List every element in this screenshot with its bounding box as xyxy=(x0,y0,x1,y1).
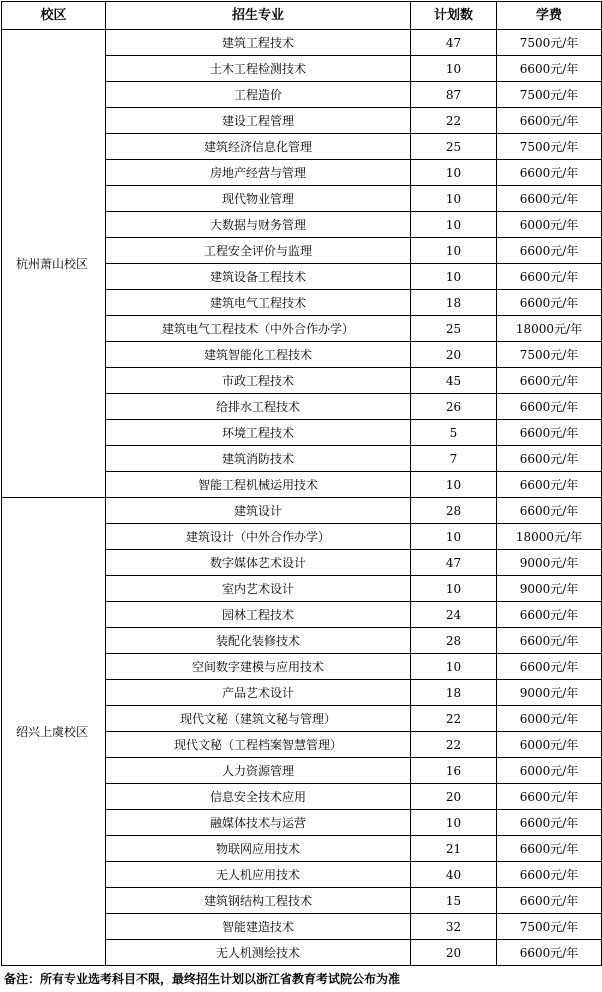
fee-cell: 6600元/年 xyxy=(497,862,602,888)
major-cell: 无人机测绘技术 xyxy=(106,940,411,966)
table-row xyxy=(2,498,602,524)
campus-cell: 杭州萧山校区 xyxy=(2,30,106,498)
major-cell: 建筑工程技术 xyxy=(106,30,411,56)
major-cell: 人力资源管理 xyxy=(106,758,411,784)
major-cell: 工程造价 xyxy=(106,82,411,108)
major-cell: 信息安全技术应用 xyxy=(106,784,411,810)
fee-cell: 6600元/年 xyxy=(497,290,602,316)
plan-cell: 25 xyxy=(411,316,497,342)
fee-cell: 9000元/年 xyxy=(497,576,602,602)
plan-cell: 10 xyxy=(411,472,497,498)
fee-cell: 6600元/年 xyxy=(497,394,602,420)
table-row xyxy=(2,30,602,56)
header-campus: 校区 xyxy=(2,2,106,30)
major-cell: 给排水工程技术 xyxy=(106,394,411,420)
major-cell: 现代文秘（建筑文秘与管理） xyxy=(106,706,411,732)
major-cell: 融媒体技术与运营 xyxy=(106,810,411,836)
major-cell: 房地产经营与管理 xyxy=(106,160,411,186)
plan-cell: 22 xyxy=(411,706,497,732)
major-cell: 建筑设计（中外合作办学） xyxy=(106,524,411,550)
major-cell: 建筑设备工程技术 xyxy=(106,264,411,290)
fee-cell: 6600元/年 xyxy=(497,498,602,524)
fee-cell: 6000元/年 xyxy=(497,212,602,238)
plan-cell: 24 xyxy=(411,602,497,628)
fee-cell: 6000元/年 xyxy=(497,706,602,732)
fee-cell: 6600元/年 xyxy=(497,264,602,290)
major-cell: 环境工程技术 xyxy=(106,420,411,446)
major-cell: 产品艺术设计 xyxy=(106,680,411,706)
plan-cell: 22 xyxy=(411,732,497,758)
major-cell: 现代物业管理 xyxy=(106,186,411,212)
fee-cell: 18000元/年 xyxy=(497,524,602,550)
plan-cell: 16 xyxy=(411,758,497,784)
campus-cell: 绍兴上虞校区 xyxy=(2,498,106,966)
plan-cell: 26 xyxy=(411,394,497,420)
major-cell: 空间数字建模与应用技术 xyxy=(106,654,411,680)
major-cell: 市政工程技术 xyxy=(106,368,411,394)
plan-cell: 7 xyxy=(411,446,497,472)
plan-cell: 87 xyxy=(411,82,497,108)
plan-cell: 18 xyxy=(411,290,497,316)
plan-cell: 45 xyxy=(411,368,497,394)
plan-cell: 47 xyxy=(411,30,497,56)
plan-cell: 20 xyxy=(411,784,497,810)
major-cell: 物联网应用技术 xyxy=(106,836,411,862)
major-cell: 建筑消防技术 xyxy=(106,446,411,472)
plan-cell: 28 xyxy=(411,498,497,524)
major-cell: 智能工程机械运用技术 xyxy=(106,472,411,498)
fee-cell: 6600元/年 xyxy=(497,628,602,654)
fee-cell: 7500元/年 xyxy=(497,30,602,56)
fee-cell: 9000元/年 xyxy=(497,550,602,576)
major-cell: 工程安全评价与监理 xyxy=(106,238,411,264)
fee-cell: 6000元/年 xyxy=(497,732,602,758)
plan-cell: 20 xyxy=(411,940,497,966)
major-cell: 建筑电气工程技术 xyxy=(106,290,411,316)
plan-cell: 21 xyxy=(411,836,497,862)
fee-cell: 7500元/年 xyxy=(497,134,602,160)
fee-cell: 7500元/年 xyxy=(497,82,602,108)
plan-cell: 18 xyxy=(411,680,497,706)
fee-cell: 6600元/年 xyxy=(497,888,602,914)
plan-cell: 25 xyxy=(411,134,497,160)
plan-cell: 40 xyxy=(411,862,497,888)
header-fee: 学费 xyxy=(497,2,602,30)
fee-cell: 7500元/年 xyxy=(497,342,602,368)
fee-cell: 7500元/年 xyxy=(497,914,602,940)
fee-cell: 6600元/年 xyxy=(497,160,602,186)
plan-cell: 15 xyxy=(411,888,497,914)
major-cell: 大数据与财务管理 xyxy=(106,212,411,238)
plan-cell: 5 xyxy=(411,420,497,446)
enrollment-plan-table xyxy=(1,1,602,966)
fee-cell: 6600元/年 xyxy=(497,446,602,472)
major-cell: 建筑钢结构工程技术 xyxy=(106,888,411,914)
fee-cell: 6600元/年 xyxy=(497,186,602,212)
major-cell: 数字媒体艺术设计 xyxy=(106,550,411,576)
footnote: 备注：所有专业选考科目不限，最终招生计划以浙江省教育考试院公布为准 xyxy=(4,972,401,986)
fee-cell: 6600元/年 xyxy=(497,238,602,264)
plan-cell: 10 xyxy=(411,186,497,212)
fee-cell: 6600元/年 xyxy=(497,420,602,446)
major-cell: 建设工程管理 xyxy=(106,108,411,134)
header-major: 招生专业 xyxy=(106,2,411,30)
plan-cell: 22 xyxy=(411,108,497,134)
plan-cell: 20 xyxy=(411,342,497,368)
major-cell: 建筑设计 xyxy=(106,498,411,524)
major-cell: 园林工程技术 xyxy=(106,602,411,628)
major-cell: 室内艺术设计 xyxy=(106,576,411,602)
plan-cell: 10 xyxy=(411,810,497,836)
fee-cell: 18000元/年 xyxy=(497,316,602,342)
major-cell: 建筑智能化工程技术 xyxy=(106,342,411,368)
fee-cell: 6600元/年 xyxy=(497,784,602,810)
fee-cell: 6600元/年 xyxy=(497,56,602,82)
header-plan: 计划数 xyxy=(411,2,497,30)
plan-cell: 10 xyxy=(411,238,497,264)
plan-cell: 10 xyxy=(411,524,497,550)
plan-cell: 10 xyxy=(411,160,497,186)
plan-cell: 10 xyxy=(411,654,497,680)
fee-cell: 6600元/年 xyxy=(497,368,602,394)
fee-cell: 6600元/年 xyxy=(497,836,602,862)
fee-cell: 6600元/年 xyxy=(497,108,602,134)
fee-cell: 6600元/年 xyxy=(497,472,602,498)
table-header-row xyxy=(2,2,602,30)
plan-cell: 10 xyxy=(411,212,497,238)
plan-cell: 32 xyxy=(411,914,497,940)
fee-cell: 6600元/年 xyxy=(497,602,602,628)
plan-cell: 10 xyxy=(411,56,497,82)
major-cell: 建筑电气工程技术（中外合作办学） xyxy=(106,316,411,342)
fee-cell: 6600元/年 xyxy=(497,940,602,966)
major-cell: 智能建造技术 xyxy=(106,914,411,940)
plan-cell: 28 xyxy=(411,628,497,654)
fee-cell: 6600元/年 xyxy=(497,654,602,680)
major-cell: 无人机应用技术 xyxy=(106,862,411,888)
major-cell: 现代文秘（工程档案智慧管理） xyxy=(106,732,411,758)
fee-cell: 6000元/年 xyxy=(497,758,602,784)
table-body xyxy=(2,30,602,966)
major-cell: 土木工程检测技术 xyxy=(106,56,411,82)
plan-cell: 10 xyxy=(411,576,497,602)
fee-cell: 9000元/年 xyxy=(497,680,602,706)
fee-cell: 6600元/年 xyxy=(497,810,602,836)
major-cell: 装配化装修技术 xyxy=(106,628,411,654)
plan-cell: 47 xyxy=(411,550,497,576)
plan-cell: 10 xyxy=(411,264,497,290)
major-cell: 建筑经济信息化管理 xyxy=(106,134,411,160)
